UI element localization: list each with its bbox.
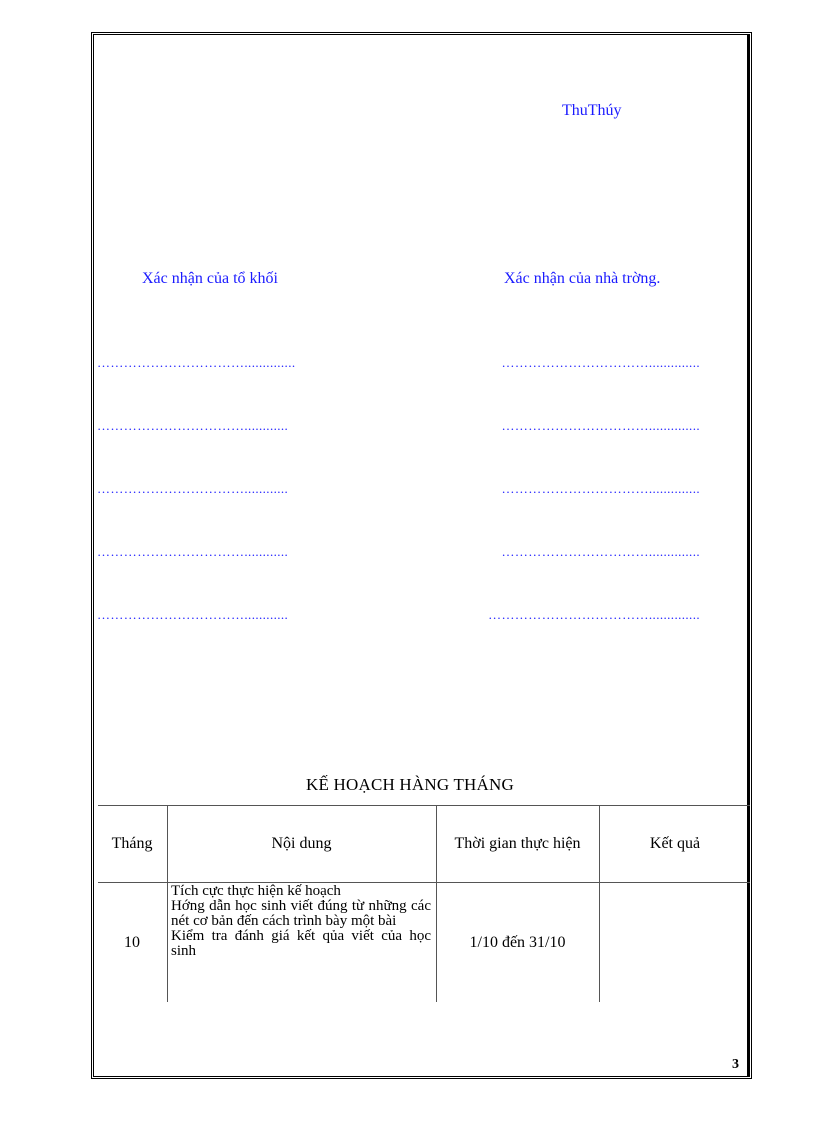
row-time: 1/10 đến 31/10 (469, 933, 566, 951)
dotted-line: …………………………….............. (501, 355, 700, 370)
row-month: 10 (124, 933, 140, 951)
content-line: Kiểm tra đánh giá kết qủa viết của học sinh (171, 928, 431, 959)
dotted-line: ……………………………............ (97, 481, 289, 496)
confirm-group-lines (97, 310, 312, 646)
dotted-line: …………………………….............. (97, 355, 296, 370)
dotted-line: ……………………………............ (97, 607, 289, 622)
dotted-line: …………………………….............. (501, 544, 700, 559)
dotted-line: ……………………………............ (97, 418, 289, 433)
content-line: Hớng dẫn học sinh viết đúng từ những các nét cơ bản đến cách trình bày một bài (171, 898, 431, 929)
dotted-line: ……………………………….............. (488, 607, 700, 622)
header-month: Tháng (111, 835, 153, 852)
content-line: Tích cực thực hiện kế hoạch (171, 883, 341, 899)
page-number: 3 (732, 1057, 739, 1072)
dotted-line: ……………………………............ (97, 544, 289, 559)
author-name: ThuThúy (562, 102, 622, 119)
dotted-line: …………………………….............. (501, 418, 700, 433)
confirm-school-title: Xác nhận của nhà trờng. (504, 270, 661, 287)
confirm-group-title: Xác nhận của tổ khối (142, 270, 278, 287)
header-content: Nội dung (271, 835, 332, 852)
row-content (171, 884, 431, 959)
row-result (600, 883, 750, 1002)
confirm-school-lines (486, 310, 700, 646)
header-result: Kết quả (649, 835, 701, 852)
plan-title: KẾ HOẠCH HÀNG THÁNG (306, 775, 514, 794)
dotted-line: …………………………….............. (501, 481, 700, 496)
header-time: Thời gian thực hiện (454, 835, 581, 852)
